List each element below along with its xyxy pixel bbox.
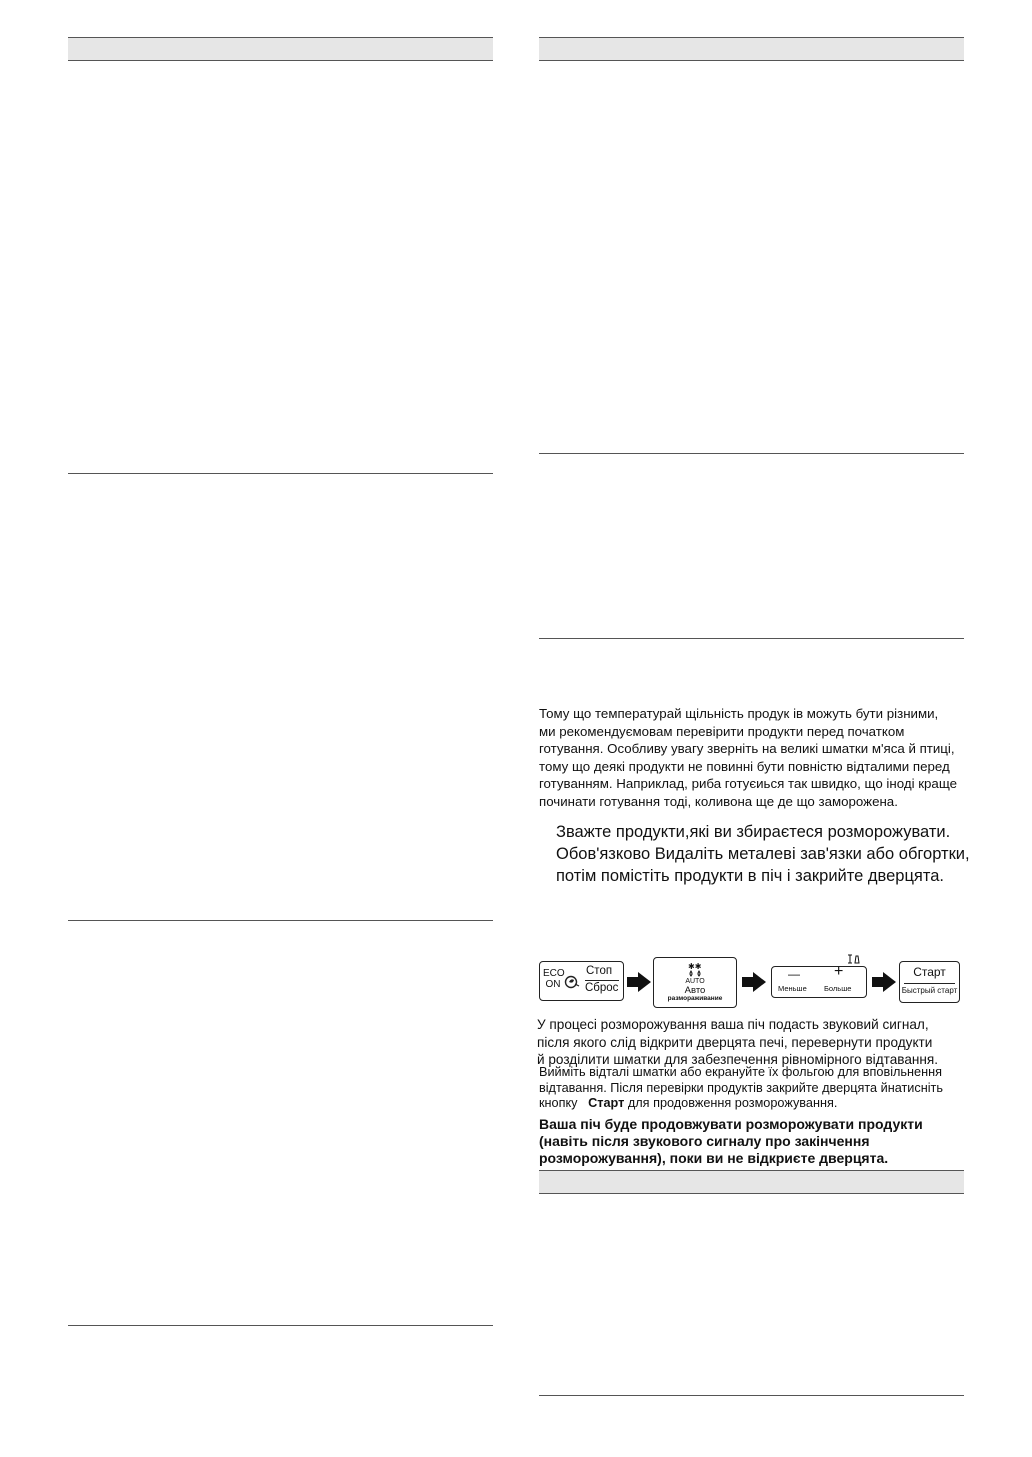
quick-start-label: Быстрый старт [901, 986, 958, 995]
defrost-note-paragraph [539, 705, 957, 810]
right-divider-2 [539, 638, 964, 639]
text-line: ми рекомендуємовам перевірити продукти перед початком [539, 723, 905, 739]
text-line: Вийміть відталі шматки або екрануйте їх фольгою для вповільнення [539, 1065, 942, 1079]
auto-label-en: AUTO [685, 978, 705, 985]
less-label: Меньше [778, 984, 807, 993]
reset-label: Сброс [585, 982, 619, 994]
text-line: Обов'язково Видаліть металеві зав'язки або обгортки, [556, 845, 970, 863]
stop-label: Стоп [586, 965, 613, 977]
less-more-button-panel [771, 963, 867, 998]
text-line: (навіть після звукового сигналу про закінчення [539, 1133, 870, 1149]
auto-sub-label: размораживание [667, 995, 723, 1002]
text-line: потім помістіть продукти в піч і закрийте дверцята. [556, 867, 944, 885]
text-line: готування. Особливу увагу зверніть на великі шматки м'яса й птиці, [539, 741, 955, 756]
remove-thawed-paragraph [539, 1065, 943, 1112]
text-line: після якого слід відкрити дверцята печі, перевернути продукти [537, 1034, 933, 1050]
left-section-header-bar [68, 37, 493, 61]
eco-leaf-icon [564, 974, 580, 990]
weight-icon [847, 954, 861, 964]
right-divider-3 [539, 1395, 964, 1396]
eco-label: ECO ON [543, 968, 565, 990]
arrow-right-icon [871, 971, 897, 993]
svg-text:✱✱: ✱✱ [688, 962, 702, 971]
text-line: У процесі розморожування ваша піч подасть звуковий сигнал, [537, 1017, 929, 1032]
right-section-header-bar [539, 37, 964, 61]
button-suffix-text: для продовження розморожування. [624, 1096, 838, 1110]
text-line [539, 1096, 943, 1112]
plus-icon: + [834, 963, 844, 980]
text-line: Зважте продукти,які ви збираєтеся розморожувати. [556, 823, 951, 841]
start-button-name: Старт [588, 1096, 625, 1110]
right-section-header-bar-2 [539, 1170, 964, 1194]
weigh-instructions-paragraph [556, 821, 970, 887]
text-line: й розділити шматки для забезпечення рівномірного відтавання. [537, 1052, 939, 1067]
start-divider [904, 983, 955, 984]
start-label: Старт [913, 965, 946, 979]
text-line: розморожування), поки ви не відкриєте дверцята. [539, 1150, 889, 1166]
stop-reset-divider [585, 980, 619, 981]
text-line: починати готування тоді, коливона ще де що заморожена. [539, 793, 898, 809]
auto-label: Авто [684, 985, 706, 996]
defrost-process-paragraph [537, 1016, 938, 1069]
continue-defrost-warning [539, 1116, 923, 1167]
arrow-right-icon [741, 971, 767, 993]
left-divider-2 [68, 920, 493, 921]
left-divider-1 [68, 473, 493, 474]
text-line: тому що деякі продукти не повинні бути повністю відталими перед [539, 758, 950, 774]
more-label: Больше [824, 984, 852, 993]
button-prefix-text: кнопку [539, 1096, 578, 1110]
text-line: відтавання. Після перевірки продуктів закрийте дверцята йнатисніть [539, 1080, 943, 1095]
left-divider-3 [68, 1325, 493, 1326]
start-button-panel [899, 961, 960, 1003]
snowflake-drops-icon [687, 962, 705, 978]
arrow-right-icon [626, 971, 652, 993]
text-line: Ваша піч буде продовжувати розморожувати продукти [539, 1116, 923, 1132]
minus-icon: — [788, 967, 800, 981]
auto-defrost-button-panel [653, 957, 737, 1008]
eco-stop-button-panel [539, 961, 624, 1001]
text-line: готуванням. Наприклад, риба готуєиься так швидко, що іноді краще [539, 776, 958, 791]
text-line: Тому що температурай щільність продук ів можуть бути різними, [539, 706, 939, 721]
right-divider-1 [539, 453, 964, 454]
